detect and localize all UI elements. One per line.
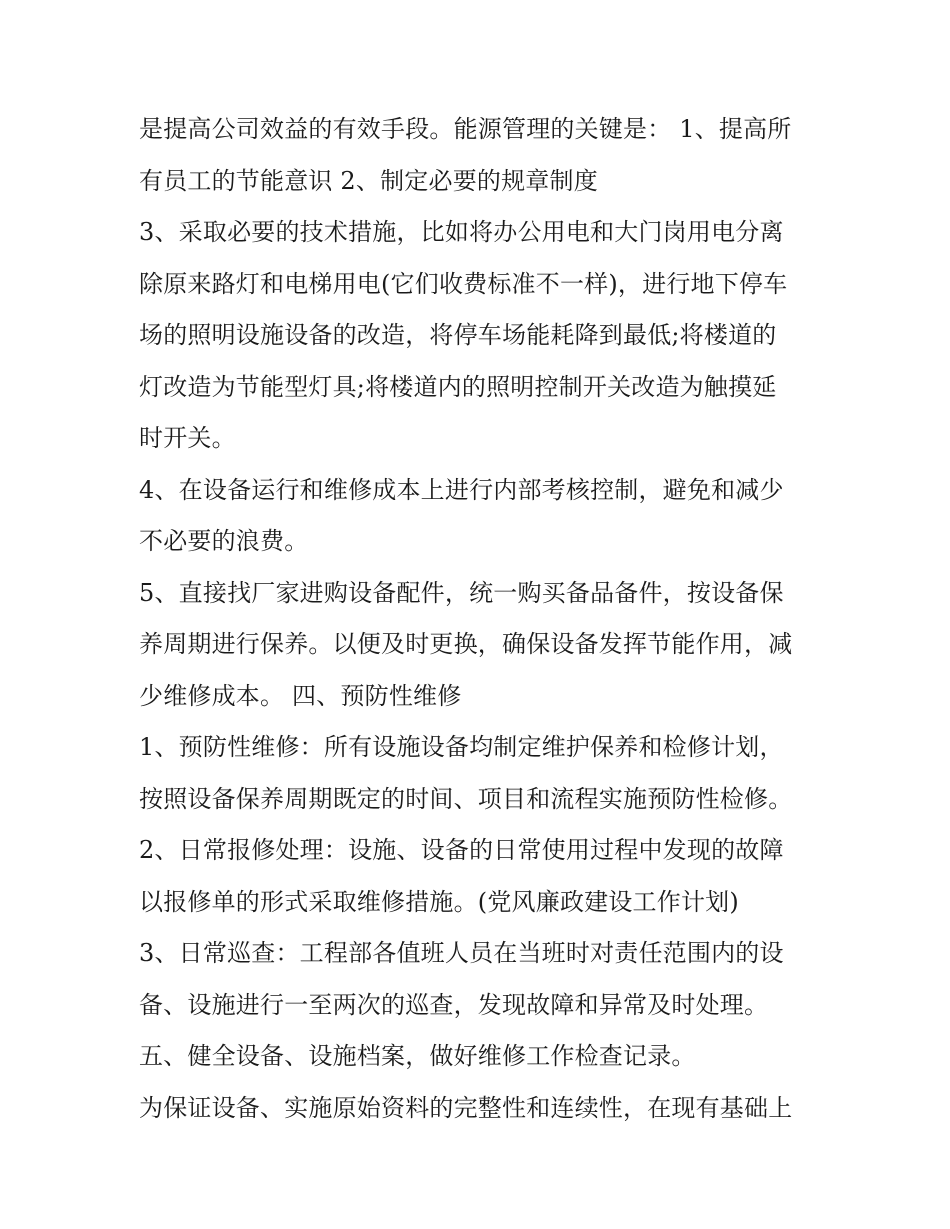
text-line-8: 4、在设备运行和维修成本上进行内部考核控制，避免和减少 bbox=[139, 475, 784, 504]
text-line-19: 五、健全设备、设施档案，做好维修工作检查记录。 bbox=[139, 1042, 696, 1070]
text-line-6: 灯改造为节能型灯具;将楼道内的照明控制开关改造为触摸延 bbox=[139, 372, 777, 401]
text-line-14: 按照设备保养周期既定的时间、项目和流程实施预防性检修。 bbox=[139, 784, 793, 813]
text-line-16: 以报修单的形式采取维修措施。(党风廉政建设工作计划) bbox=[139, 887, 739, 916]
text-line-12: 少维修成本。 四、预防性维修 bbox=[139, 681, 462, 710]
text-line-9: 不必要的浪费。 bbox=[139, 527, 309, 555]
text-line-20: 为保证设备、实施原始资料的完整性和连续性，在现有基础上 bbox=[139, 1093, 793, 1122]
text-line-10: 5、直接找厂家进购设备配件，统一购买备品备件，按设备保 bbox=[139, 578, 784, 607]
document-body bbox=[139, 104, 829, 1134]
text-line-15: 2、日常报修处理：设施、设备的日常使用过程中发现的故障 bbox=[139, 836, 784, 864]
text-line-7: 时开关。 bbox=[139, 424, 236, 452]
text-line-5: 场的照明设施设备的改造，将停车场能耗降到最低;将楼道的 bbox=[139, 321, 777, 349]
text-line-4: 除原来路灯和电梯用电(它们收费标准不一样)，进行地下停车 bbox=[139, 269, 788, 298]
text-line-2: 有员工的节能意识 2、制定必要的规章制度 bbox=[139, 166, 598, 195]
text-line-11: 养周期进行保养。以便及时更换，确保设备发挥节能作用，减 bbox=[139, 630, 793, 658]
text-line-1: 是提高公司效益的有效手段。能源管理的关键是： 1、提高所 bbox=[139, 115, 792, 143]
text-line-17: 3、日常巡查：工程部各值班人员在当班时对责任范围内的设 bbox=[139, 939, 784, 967]
text-line-13: 1、预防性维修：所有设施设备均制定维护保养和检修计划， bbox=[139, 733, 784, 761]
text-line-18: 备、设施进行一至两次的巡查，发现故障和异常及时处理。 bbox=[139, 990, 769, 1019]
text-line-3: 3、采取必要的技术措施，比如将办公用电和大门岗用电分离 bbox=[139, 218, 784, 246]
